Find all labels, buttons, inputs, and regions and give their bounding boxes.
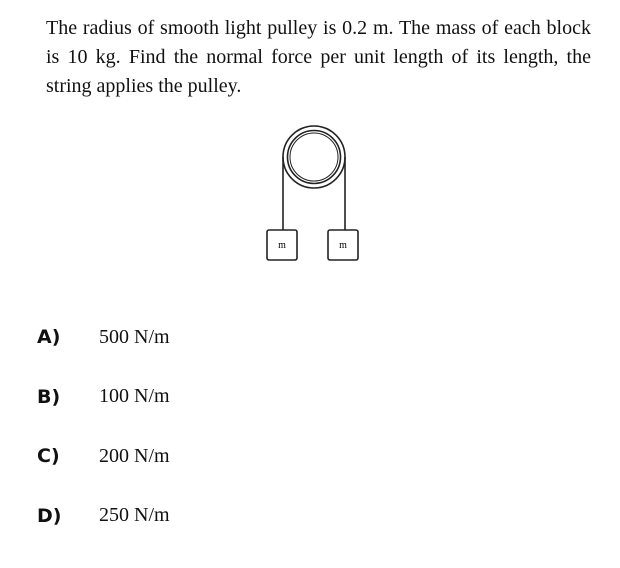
option-c-text: 200 N/m xyxy=(99,444,170,467)
option-a[interactable] xyxy=(37,322,170,352)
answer-options xyxy=(37,322,170,560)
option-b-letter: B) xyxy=(37,385,61,408)
option-c-letter: C) xyxy=(37,445,60,467)
option-d-text: 250 N/m xyxy=(99,504,170,526)
left-block-label: m xyxy=(278,240,286,251)
option-d[interactable] xyxy=(37,501,170,531)
option-b[interactable] xyxy=(37,382,170,412)
option-d-letter: D) xyxy=(37,504,62,527)
pulley-inner-rim xyxy=(288,131,341,184)
pulley-figure xyxy=(262,122,366,264)
pulley xyxy=(283,126,345,188)
option-c[interactable] xyxy=(37,441,170,471)
question-text: The radius of smooth light pulley is 0.2 m. The mass of each block is 10 kg. Find the normal force per unit length of its length, the string applies the pulley. xyxy=(46,17,591,97)
option-b-text: 100 N/m xyxy=(99,385,170,407)
pulley-groove xyxy=(290,133,338,181)
option-a-letter: A) xyxy=(37,326,61,348)
right-block-label: m xyxy=(339,240,347,251)
option-a-text: 500 N/m xyxy=(99,325,170,348)
pulley-outer-rim xyxy=(283,126,345,188)
